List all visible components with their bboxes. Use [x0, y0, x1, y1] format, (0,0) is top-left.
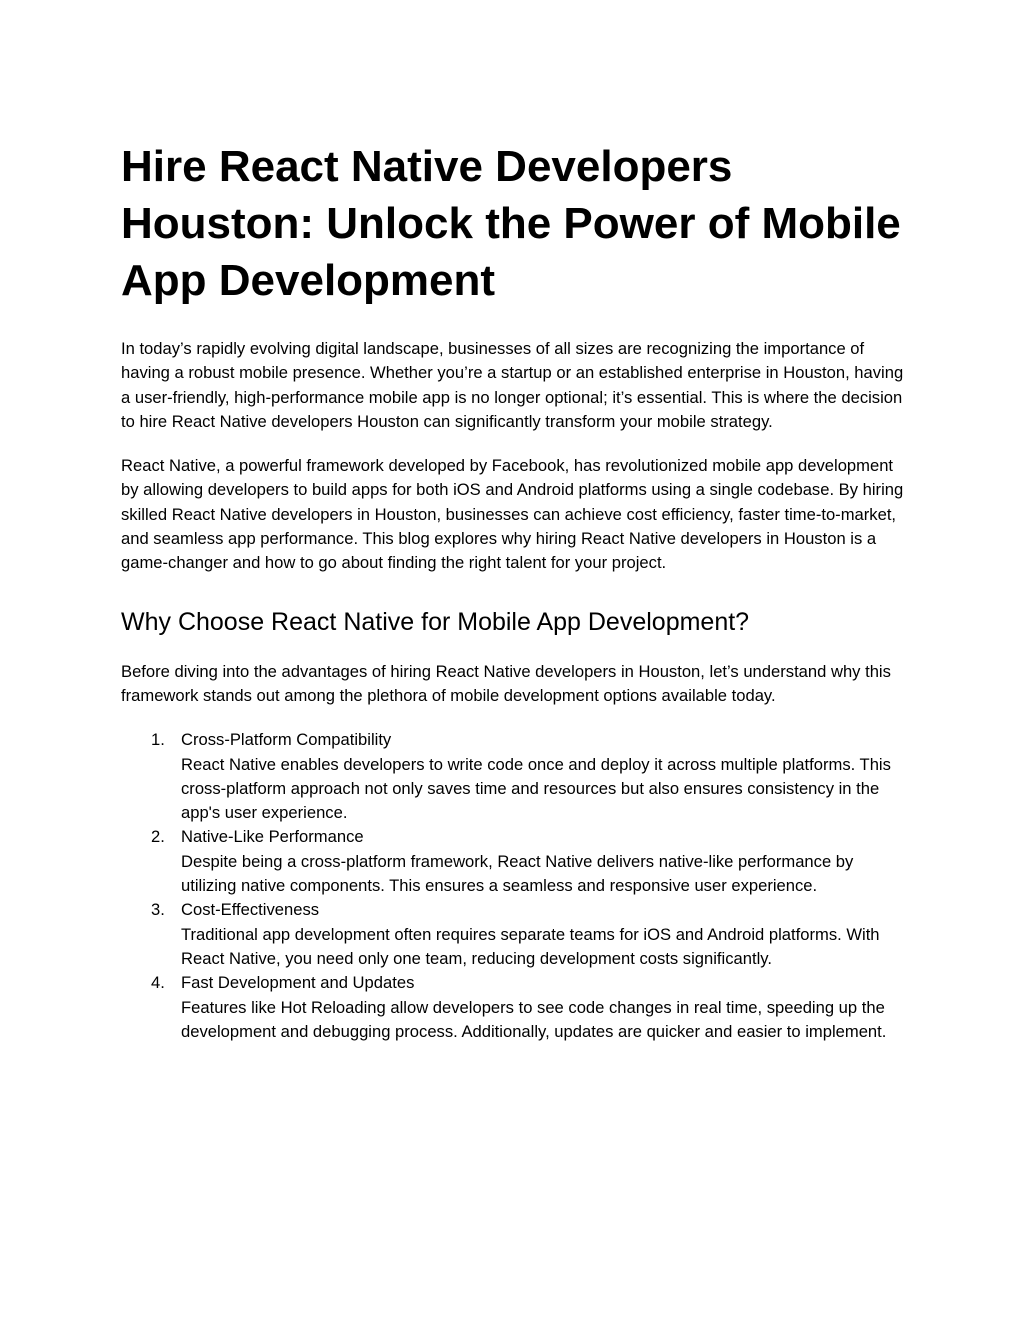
document-title: Hire React Native Developers Houston: Unlock the Power of Mobile App Development: [121, 142, 901, 305]
list-item-description: Despite being a cross-platform framework, React Native delivers native-like performance by utilizing native components. This ensures a seamless and responsive user experience.: [181, 851, 854, 896]
list-item-number: 2.: [151, 827, 165, 847]
list-item-title: Cost-Effectiveness: [181, 900, 320, 920]
list-item-number: 3.: [151, 900, 165, 920]
list-item-title: Fast Development and Updates: [181, 973, 415, 993]
list-item: [121, 971, 911, 1044]
reasons-list: [121, 728, 911, 1044]
list-item: [121, 825, 911, 898]
list-item-description: React Native enables developers to write code once and deploy it across multiple platforms. This cross-platform approach not only saves time and resources but also ensures consistency in the app's user experience.: [181, 754, 891, 823]
list-item-number: 4.: [151, 973, 165, 993]
list-item: [121, 728, 911, 825]
list-item-description: Traditional app development often requires separate teams for iOS and Android platforms. With React Native, you need only one team, reducing development costs significantly.: [181, 924, 880, 968]
list-item-title: Native-Like Performance: [181, 827, 364, 847]
section-intro-paragraph: Before diving into the advantages of hiring React Native developers in Houston, let’s understand why this framework stands out among the plethora of mobile development options available today.: [121, 661, 891, 705]
list-item-number: 1.: [151, 730, 165, 750]
intro-paragraph: React Native, a powerful framework developed by Facebook, has revolutionized mobile app development by allowing developers to build apps for both iOS and Android platforms using a single codebase. By hiring skilled React Native developers in Houston, businesses can achieve cost efficiency, faster time-to-market, and seamless app performance. This blog explores why hiring React Native developers in Houston is a game-changer and how to go about finding the right talent for your project.: [121, 456, 904, 573]
document-page: [121, 138, 911, 1044]
section-heading: Why Choose React Native for Mobile App Development?: [121, 607, 750, 636]
list-item: [121, 898, 911, 971]
list-item-description: Features like Hot Reloading allow developers to see code changes in real time, speeding up the development and debugging process. Additionally, updates are quicker and easier to implement.: [181, 997, 887, 1041]
list-item-title: Cross-Platform Compatibility: [181, 730, 392, 750]
intro-paragraph: In today’s rapidly evolving digital landscape, businesses of all sizes are recognizing the importance of having a robust mobile presence. Whether you’re a startup or an established enterprise in Houston, having a user-friendly, high-performance mobile app is no longer optional; it’s essential. This is where the decision to hire React Native developers Houston can significantly transform your mobile strategy.: [121, 339, 904, 431]
